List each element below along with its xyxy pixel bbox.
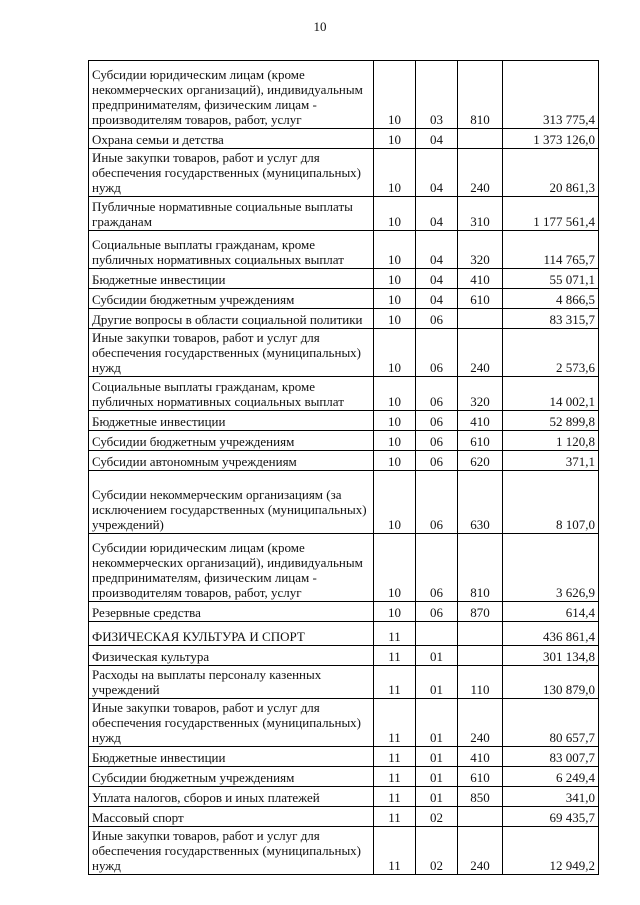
row-name: Иные закупки товаров, работ и услуг для обеспечения государственных (муниципальных) нужд: [89, 699, 374, 747]
table-row: [89, 149, 599, 197]
row-expense-type-code: 610: [458, 431, 503, 451]
budget-table: [88, 60, 599, 875]
row-expense-type-code: 310: [458, 197, 503, 231]
row-amount: 130 879,0: [503, 666, 599, 699]
table-row: [89, 534, 599, 602]
row-name: Иные закупки товаров, работ и услуг для обеспечения государственных (муниципальных) нужд: [89, 329, 374, 377]
row-amount: 614,4: [503, 602, 599, 622]
row-subsection-code: 06: [416, 451, 458, 471]
table-row: [89, 197, 599, 231]
table-row: [89, 646, 599, 666]
row-section-code: 11: [374, 666, 416, 699]
row-amount: 2 573,6: [503, 329, 599, 377]
row-section-code: 10: [374, 61, 416, 129]
row-subsection-code: 06: [416, 411, 458, 431]
row-expense-type-code: 410: [458, 411, 503, 431]
row-section-code: 10: [374, 411, 416, 431]
row-amount: 8 107,0: [503, 471, 599, 534]
row-name: Бюджетные инвестиции: [89, 747, 374, 767]
row-name: Социальные выплаты гражданам, кроме публичных нормативных социальных выплат: [89, 231, 374, 269]
table-row: [89, 602, 599, 622]
table-row: [89, 827, 599, 875]
row-name: Бюджетные инвестиции: [89, 411, 374, 431]
row-name: Субсидии некоммерческим организациям (за исключением государственных (муниципальных) учреждений): [89, 471, 374, 534]
row-name: Иные закупки товаров, работ и услуг для обеспечения государственных (муниципальных) нужд: [89, 149, 374, 197]
table-row: [89, 269, 599, 289]
row-subsection-code: 06: [416, 431, 458, 451]
row-name: Субсидии юридическим лицам (кроме некоммерческих организаций), индивидуальным предпринимателям, физическим лицам - производителям товаров, работ, услуг: [89, 534, 374, 602]
row-subsection-code: 04: [416, 269, 458, 289]
row-expense-type-code: 320: [458, 377, 503, 411]
row-amount: 20 861,3: [503, 149, 599, 197]
row-amount: 12 949,2: [503, 827, 599, 875]
row-section-code: 10: [374, 377, 416, 411]
row-section-code: 11: [374, 699, 416, 747]
row-name: Массовый спорт: [89, 807, 374, 827]
row-expense-type-code: 240: [458, 149, 503, 197]
row-section-code: 10: [374, 329, 416, 377]
table-row: [89, 747, 599, 767]
budget-table-body: [89, 61, 599, 875]
row-name: Физическая культура: [89, 646, 374, 666]
row-name: Расходы на выплаты персоналу казенных учреждений: [89, 666, 374, 699]
row-subsection-code: 06: [416, 534, 458, 602]
table-row: [89, 787, 599, 807]
row-subsection-code: 06: [416, 471, 458, 534]
row-section-code: 11: [374, 827, 416, 875]
row-expense-type-code: 810: [458, 61, 503, 129]
row-name: Субсидии бюджетным учреждениям: [89, 767, 374, 787]
row-section-code: 10: [374, 534, 416, 602]
row-amount: 14 002,1: [503, 377, 599, 411]
row-amount: 83 315,7: [503, 309, 599, 329]
row-name: ФИЗИЧЕСКАЯ КУЛЬТУРА И СПОРТ: [89, 622, 374, 646]
row-expense-type-code: [458, 622, 503, 646]
row-amount: 1 177 561,4: [503, 197, 599, 231]
row-amount: 114 765,7: [503, 231, 599, 269]
row-expense-type-code: 810: [458, 534, 503, 602]
table-row: [89, 411, 599, 431]
row-subsection-code: 04: [416, 129, 458, 149]
row-amount: 371,1: [503, 451, 599, 471]
row-name: Социальные выплаты гражданам, кроме публичных нормативных социальных выплат: [89, 377, 374, 411]
row-amount: 4 866,5: [503, 289, 599, 309]
row-subsection-code: 01: [416, 747, 458, 767]
table-row: [89, 471, 599, 534]
row-amount: 3 626,9: [503, 534, 599, 602]
row-section-code: 10: [374, 471, 416, 534]
row-expense-type-code: 610: [458, 289, 503, 309]
table-row: [89, 231, 599, 269]
row-subsection-code: 06: [416, 602, 458, 622]
row-section-code: 10: [374, 309, 416, 329]
row-section-code: 11: [374, 622, 416, 646]
table-row: [89, 622, 599, 646]
row-section-code: 10: [374, 289, 416, 309]
row-subsection-code: 01: [416, 646, 458, 666]
row-name: Бюджетные инвестиции: [89, 269, 374, 289]
row-expense-type-code: [458, 807, 503, 827]
row-subsection-code: 04: [416, 197, 458, 231]
row-subsection-code: 04: [416, 149, 458, 197]
table-row: [89, 129, 599, 149]
row-name: Уплата налогов, сборов и иных платежей: [89, 787, 374, 807]
row-expense-type-code: 110: [458, 666, 503, 699]
row-section-code: 10: [374, 431, 416, 451]
row-expense-type-code: 240: [458, 329, 503, 377]
row-subsection-code: 06: [416, 377, 458, 411]
row-section-code: 10: [374, 129, 416, 149]
row-amount: 436 861,4: [503, 622, 599, 646]
row-name: Субсидии юридическим лицам (кроме некоммерческих организаций), индивидуальным предпринимателям, физическим лицам - производителям товаров, работ, услуг: [89, 61, 374, 129]
row-section-code: 10: [374, 602, 416, 622]
row-name: Резервные средства: [89, 602, 374, 622]
row-expense-type-code: 320: [458, 231, 503, 269]
row-amount: 341,0: [503, 787, 599, 807]
row-name: Охрана семьи и детства: [89, 129, 374, 149]
row-amount: 69 435,7: [503, 807, 599, 827]
row-expense-type-code: 240: [458, 699, 503, 747]
row-expense-type-code: [458, 309, 503, 329]
row-amount: 313 775,4: [503, 61, 599, 129]
row-subsection-code: 02: [416, 827, 458, 875]
row-section-code: 10: [374, 269, 416, 289]
row-expense-type-code: 850: [458, 787, 503, 807]
row-subsection-code: 04: [416, 289, 458, 309]
row-expense-type-code: [458, 129, 503, 149]
row-expense-type-code: 410: [458, 269, 503, 289]
row-name: Субсидии бюджетным учреждениям: [89, 431, 374, 451]
table-row: [89, 377, 599, 411]
row-section-code: 10: [374, 197, 416, 231]
row-amount: 52 899,8: [503, 411, 599, 431]
row-subsection-code: 06: [416, 309, 458, 329]
page-number: 10: [313, 19, 327, 34]
row-expense-type-code: 240: [458, 827, 503, 875]
row-subsection-code: 01: [416, 787, 458, 807]
row-section-code: 11: [374, 767, 416, 787]
row-section-code: 10: [374, 231, 416, 269]
table-row: [89, 807, 599, 827]
table-row: [89, 431, 599, 451]
row-section-code: 11: [374, 646, 416, 666]
table-row: [89, 61, 599, 129]
table-row: [89, 329, 599, 377]
row-subsection-code: 01: [416, 699, 458, 747]
row-amount: 55 071,1: [503, 269, 599, 289]
row-subsection-code: 06: [416, 329, 458, 377]
row-section-code: 11: [374, 747, 416, 767]
row-name: Субсидии бюджетным учреждениям: [89, 289, 374, 309]
row-expense-type-code: 610: [458, 767, 503, 787]
row-subsection-code: 01: [416, 666, 458, 699]
row-amount: 1 373 126,0: [503, 129, 599, 149]
row-subsection-code: [416, 622, 458, 646]
row-name: Другие вопросы в области социальной политики: [89, 309, 374, 329]
row-section-code: 10: [374, 149, 416, 197]
row-expense-type-code: 870: [458, 602, 503, 622]
row-section-code: 10: [374, 451, 416, 471]
table-row: [89, 289, 599, 309]
row-amount: 6 249,4: [503, 767, 599, 787]
row-amount: 83 007,7: [503, 747, 599, 767]
row-subsection-code: 04: [416, 231, 458, 269]
row-name: Субсидии автономным учреждениям: [89, 451, 374, 471]
row-name: Иные закупки товаров, работ и услуг для обеспечения государственных (муниципальных) нужд: [89, 827, 374, 875]
row-amount: 80 657,7: [503, 699, 599, 747]
row-section-code: 11: [374, 787, 416, 807]
row-expense-type-code: 620: [458, 451, 503, 471]
row-expense-type-code: 630: [458, 471, 503, 534]
table-row: [89, 666, 599, 699]
row-subsection-code: 01: [416, 767, 458, 787]
row-expense-type-code: 410: [458, 747, 503, 767]
row-section-code: 11: [374, 807, 416, 827]
table-row: [89, 699, 599, 747]
row-name: Публичные нормативные социальные выплаты гражданам: [89, 197, 374, 231]
table-row: [89, 767, 599, 787]
row-expense-type-code: [458, 646, 503, 666]
row-subsection-code: 02: [416, 807, 458, 827]
row-amount: 301 134,8: [503, 646, 599, 666]
table-row: [89, 309, 599, 329]
table-row: [89, 451, 599, 471]
row-amount: 1 120,8: [503, 431, 599, 451]
row-subsection-code: 03: [416, 61, 458, 129]
